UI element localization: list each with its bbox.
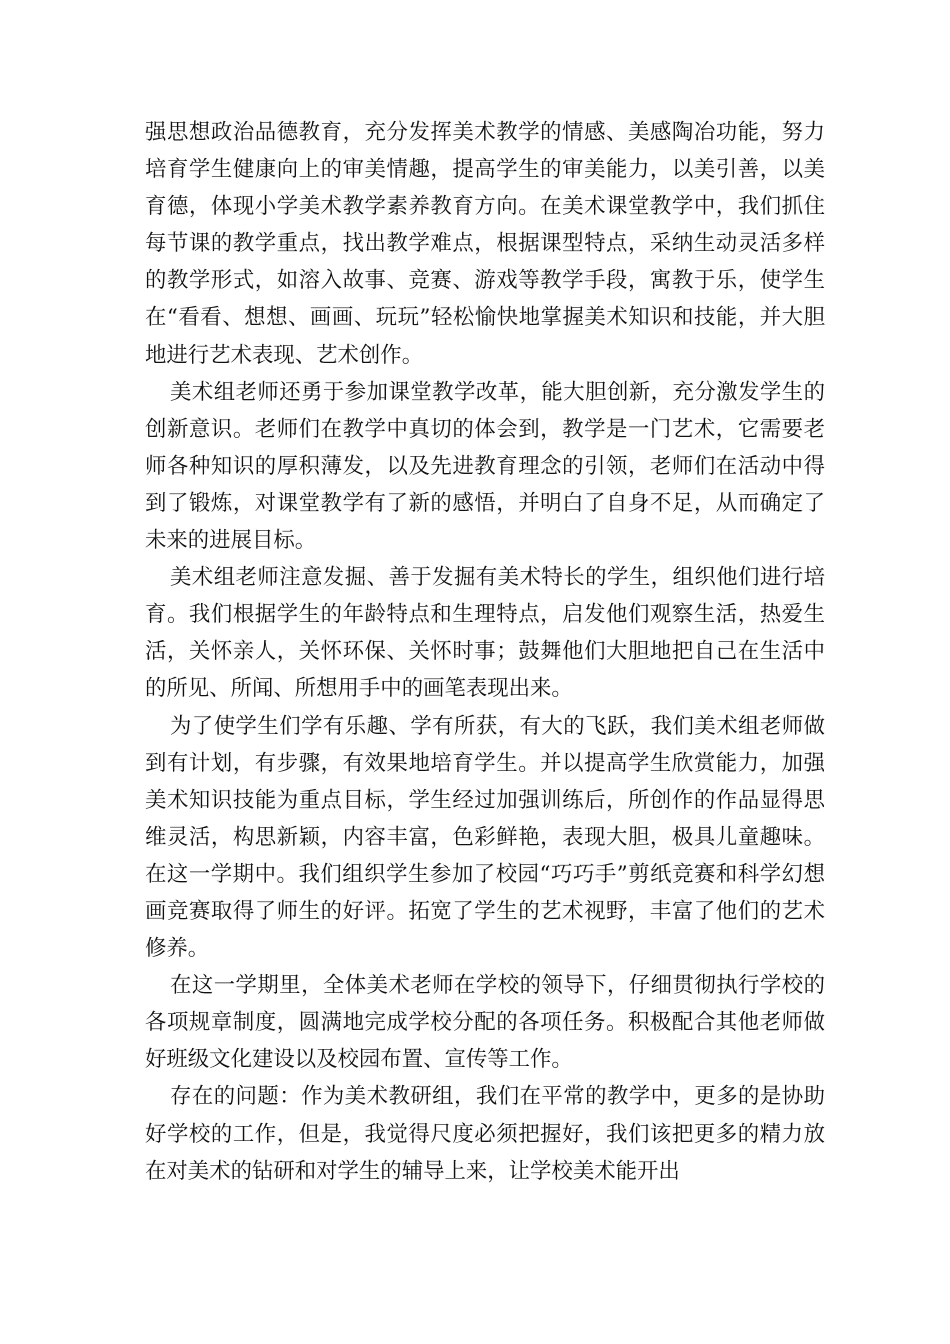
- paragraph-4: 为了使学生们学有乐趣、学有所获，有大的飞跃，我们美术组老师做到有计划，有步骤，有效果地培育学生。并以提高学生欣赏能力，加强美术知识技能为重点目标，学生经过加强训练后，所创作的作品显得思维灵活，构思新颖，内容丰富，色彩鲜艳，表现大胆，极具儿童趣味。在这一学期中。我们组织学生参加了校园“巧巧手”剪纸竞赛和科学幻想画竞赛取得了师生的好评。拓宽了学生的艺术视野，丰富了他们的艺术修养。: [145, 713, 825, 962]
- document-body: [145, 114, 825, 1190]
- paragraph-3: 美术组老师注意发掘、善于发掘有美术特长的学生，组织他们进行培育。我们根据学生的年龄特点和生理特点，启发他们观察生活，热爱生活，关怀亲人，关怀环保、关怀时事；鼓舞他们大胆地把自己在生活中的所见、所闻、所想用手中的画笔表现出来。: [145, 565, 825, 702]
- paragraph-5: 在这一学期里，全体美术老师在学校的领导下，仔细贯彻执行学校的各项规章制度，圆满地完成学校分配的各项任务。积极配合其他老师做好班级文化建设以及校园布置、宣传等工作。: [145, 973, 825, 1073]
- paragraph-1: 强思想政治品德教育，充分发挥美术教学的情感、美感陶冶功能，努力培育学生健康向上的审美情趣，提高学生的审美能力，以美引善，以美育德，体现小学美术教学素养教育方向。在美术课堂教学中，我们抓住每节课的教学重点，找出教学难点，根据课型特点，采纳生动灵活多样的教学形式，如溶入故事、竞赛、游戏等教学手段，寓教于乐，使学生在“看看、想想、画画、玩玩”轻松愉快地掌握美术知识和技能，并大胆地进行艺术表现、艺术创作。: [145, 120, 825, 368]
- paragraph-6: 存在的问题：作为美术教研组，我们在平常的教学中，更多的是协助好学校的工作，但是，我觉得尺度必须把握好，我们该把更多的精力放在对美术的钻研和对学生的辅导上来，让学校美术能开出: [145, 1084, 825, 1184]
- paragraph-2: 美术组老师还勇于参加课堂教学改革，能大胆创新，充分激发学生的创新意识。老师们在教学中真切的体会到，教学是一门艺术，它需要老师各种知识的厚积薄发，以及先进教育理念的引领，老师们在活动中得到了锻炼，对课堂教学有了新的感悟，并明白了自身不足，从而确定了未来的进展目标。: [145, 379, 825, 554]
